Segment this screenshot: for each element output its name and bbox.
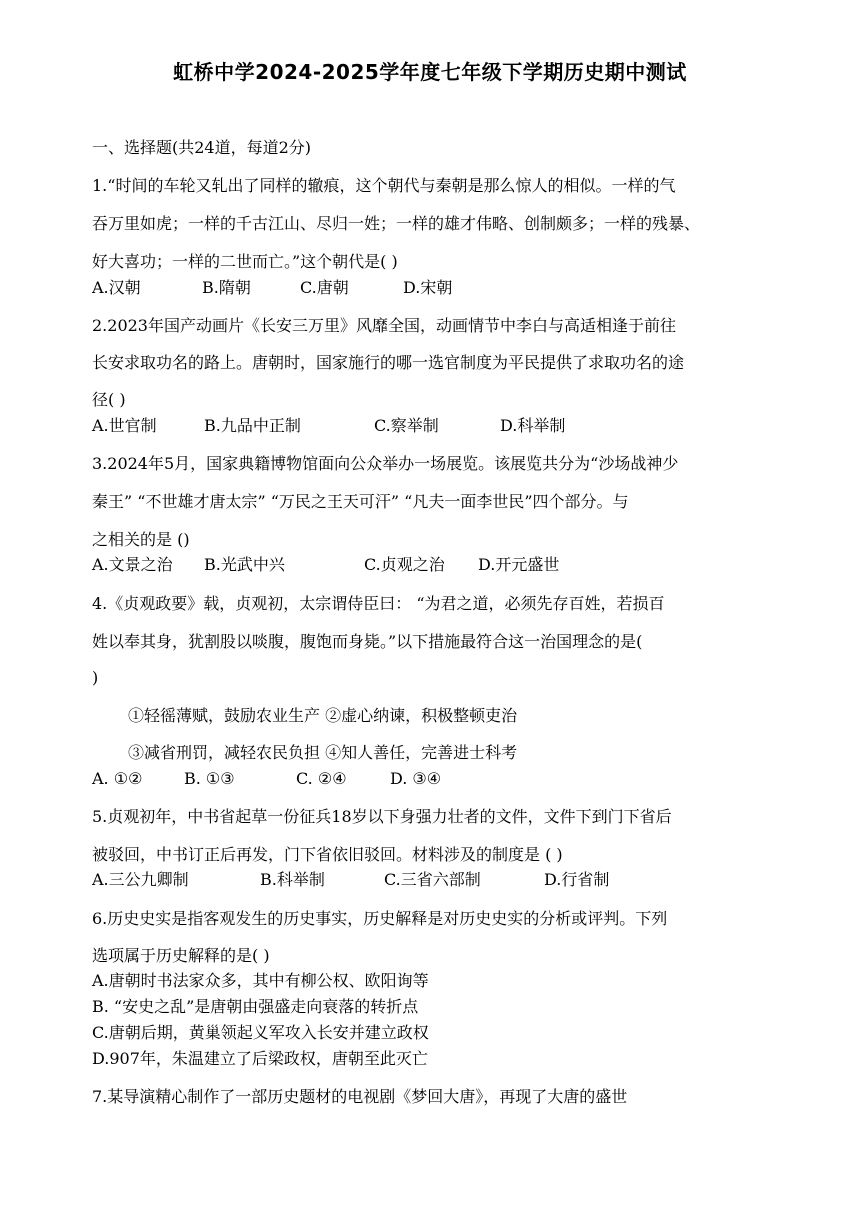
- option-a: A. ①②: [92, 769, 143, 788]
- question-6-option-a: A.唐朝时书法家众多，其中有柳公权、欧阳询等: [92, 971, 429, 990]
- option-d: D.宋朝: [403, 278, 453, 297]
- question-1-line-3: 好大喜功；一样的二世而亡。”这个朝代是( ): [92, 252, 398, 271]
- option-b: B. ①③: [184, 769, 235, 788]
- option-b: B.九品中正制: [204, 416, 301, 435]
- question-2-options: [92, 416, 565, 436]
- question-6-option-b: B. “安史之乱”是唐朝由强盛走向衰落的转折点: [92, 997, 419, 1016]
- option-a: A.三公九卿制: [92, 870, 189, 889]
- option-c: C.唐朝: [300, 278, 349, 297]
- option-c: C.贞观之治: [364, 555, 445, 574]
- question-3-line-1: 3.2024年5月，国家典籍博物馆面向公众举办一场展览。该展览共分为“沙场战神少: [92, 454, 679, 473]
- question-4-options: [92, 769, 441, 789]
- question-3-line-3: 之相关的是 (): [92, 530, 190, 549]
- question-6-line-1: 6.历史史实是指客观发生的历史事实，历史解释是对历史史实的分析或评判。下列: [92, 909, 668, 928]
- option-b: B.隋朝: [202, 278, 251, 297]
- option-a: A.文景之治: [92, 555, 173, 574]
- option-d: D.开元盛世: [478, 555, 560, 574]
- question-4-statements-2: ③减省刑罚，减轻农民负担 ④知人善任，完善进士科考: [128, 743, 518, 762]
- option-d: D.科举制: [500, 416, 566, 435]
- question-2-line-1: 2.2023年国产动画片《长安三万里》风靡全国，动画情节中李白与高适相逢于前往: [92, 316, 676, 335]
- question-4-line-1: 4.《贞观政要》载，贞观初，太宗谓侍臣曰： “为君之道，必须先存百姓，若损百: [92, 594, 665, 613]
- question-4-statements-1: ①轻徭薄赋，鼓励农业生产 ②虚心纳谏，积极整顿吏治: [128, 706, 518, 725]
- question-3-line-2: 秦王” “不世雄才唐太宗” “万民之王天可汗” “凡夫一面李世民”四个部分。与: [92, 492, 629, 511]
- option-a: A.世官制: [92, 416, 157, 435]
- option-a: A.汉朝: [92, 278, 141, 297]
- question-5-line-2: 被驳回，中书订正后再发，门下省依旧驳回。材料涉及的制度是 ( ): [92, 845, 563, 864]
- question-2-line-3: 径( ): [92, 390, 126, 409]
- question-4-line-3: ): [92, 668, 99, 687]
- section-heading: 一、选择题(共24道，每道2分): [92, 138, 312, 157]
- option-b: B.光武中兴: [204, 555, 285, 574]
- question-4-line-2: 姓以奉其身，犹割股以啖腹，腹饱而身毙。”以下措施最符合这一治国理念的是(: [92, 632, 643, 651]
- question-6-option-c: C.唐朝后期，黄巢领起义军攻入长安并建立政权: [92, 1023, 429, 1042]
- option-b: B.科举制: [260, 870, 325, 889]
- question-1-options: [92, 278, 452, 298]
- option-c: C. ②④: [296, 769, 347, 788]
- page-title: 虹桥中学2024-2025学年度七年级下学期历史期中测试: [173, 60, 687, 84]
- option-d: D.行省制: [544, 870, 610, 889]
- option-d: D. ③④: [390, 769, 442, 788]
- question-7-line-1: 7.某导演精心制作了一部历史题材的电视剧《梦回大唐》，再现了大唐的盛世: [92, 1087, 628, 1106]
- question-2-line-2: 长安求取功名的路上。唐朝时，国家施行的哪一选官制度为平民提供了求取功名的途: [92, 353, 685, 372]
- question-6-line-2: 选项属于历史解释的是( ): [92, 946, 270, 965]
- option-c: C.三省六部制: [384, 870, 481, 889]
- option-c: C.察举制: [374, 416, 439, 435]
- question-1-line-1: 1.“时间的车轮又轧出了同样的辙痕，这个朝代与秦朝是那么惊人的相似。一样的气: [92, 176, 676, 195]
- question-5-options: [92, 870, 609, 890]
- question-1-line-2: 吞万里如虎；一样的千古江山、尽归一姓；一样的雄才伟略、创制颇多；一样的残暴、: [92, 214, 701, 233]
- question-6-option-d: D.907年，朱温建立了后梁政权，唐朝至此灭亡: [92, 1049, 428, 1068]
- question-5-line-1: 5.贞观初年，中书省起草一份征兵18岁以下身强力壮者的文件，文件下到门下省后: [92, 807, 672, 826]
- question-3-options: [92, 555, 559, 575]
